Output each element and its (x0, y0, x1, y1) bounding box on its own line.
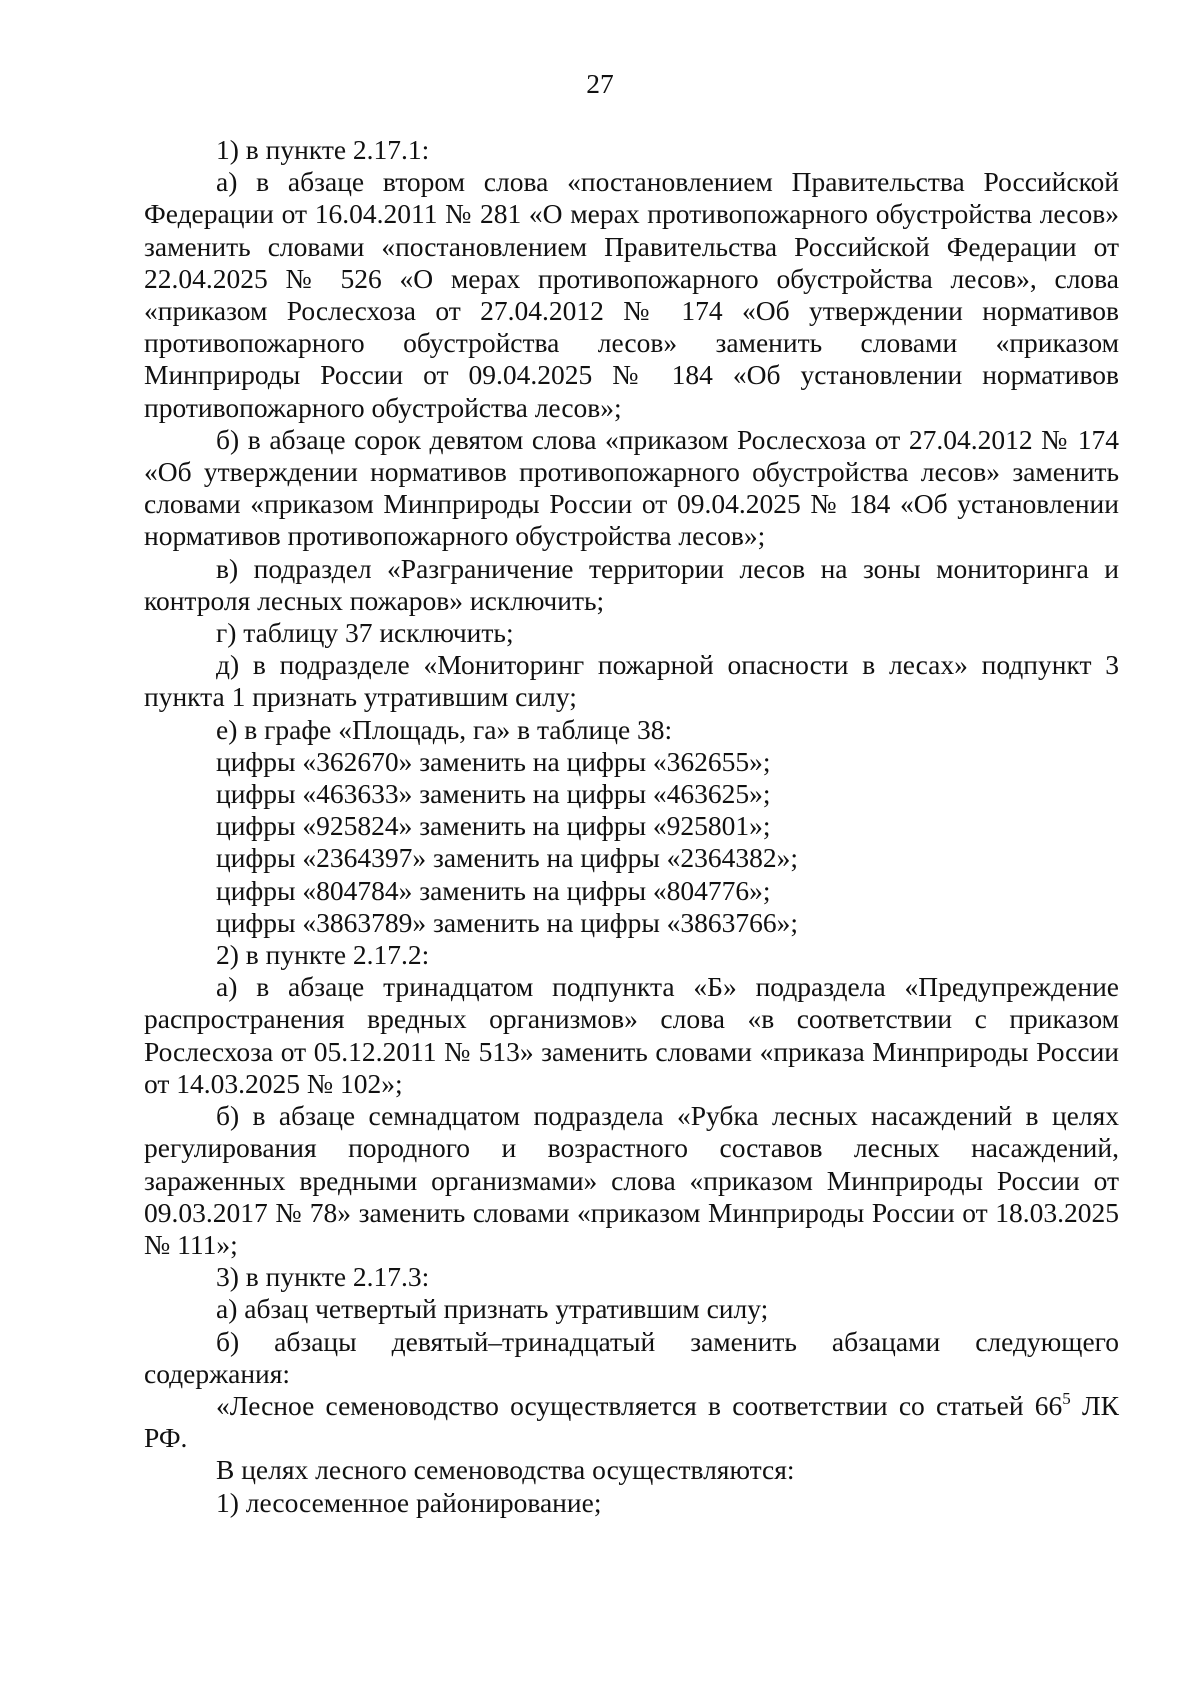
quoted-paragraph-seed (144, 1390, 1119, 1454)
paragraph-item-2b: б) в абзаце семнадцатом подраздела «Рубка лесных насаждений в целях регулирования породного и возрастного составов лесных насаждений, зараженных вредными организмами» слова «приказом Минприроды России от 09.03.2017 № 78» заменить словами «приказом Минприроды России от 18.03.2025 № 111»; (144, 1100, 1119, 1260)
paragraph-item-1v: в) подраздел «Разграничение территории лесов на зоны мониторинга и контроля лесных пожаров» исключить; (144, 552, 1119, 616)
paragraph-item-2: 2) в пункте 2.17.2: (216, 939, 430, 971)
paragraph-item-3b: б) абзацы девятый–тринадцатый заменить абзацами следующего содержания: (144, 1325, 1119, 1389)
document-body (144, 134, 1119, 1519)
paragraph-item-1g: г) таблицу 37 исключить; (216, 617, 514, 649)
quoted-list-item-1: 1) лесосеменное районирование; (216, 1486, 602, 1518)
paragraph-item-3: 3) в пункте 2.17.3: (216, 1261, 430, 1293)
paragraph-item-1e: е) в графе «Площадь, га» в таблице 38: (216, 713, 673, 745)
figure-replacement-line: цифры «3863789» заменить на цифры «3863766»; (216, 906, 799, 938)
paragraph-item-1a: а) в абзаце втором слова «постановлением Правительства Российской Федерации от 16.04.2011 № 281 «О мерах противопожарного обустройства лесов» заменить словами «постановлением Правительства Российской Федерации от 22.04.2025 № 526 «О мерах противопожарного обустройства лесов», слова «приказом Рослесхоза от 27.04.2012 № 174 «Об утверждении нормативов противопожарного обустройства лесов» заменить словами «приказом Минприроды России от 09.04.2025 № 184 «Об установлении нормативов противопожарного обустройства лесов»; (144, 166, 1119, 423)
figure-replacement-line: цифры «925824» заменить на цифры «925801»; (216, 810, 771, 842)
paragraph-item-2a: а) в абзаце тринадцатом подпункта «Б» подраздела «Предупреждение распространения вредных организмов» слова «в соответствии с приказом Рослесхоза от 05.12.2011 № 513» заменить словами «приказа Минприроды России от 14.03.2025 № 102»; (144, 971, 1119, 1099)
paragraph-item-3a: а) абзац четвертый признать утратившим силу; (216, 1293, 769, 1325)
figure-replacement-line: цифры «2364397» заменить на цифры «2364382»; (216, 842, 799, 874)
figure-replacement-line: цифры «362670» заменить на цифры «362655»; (216, 745, 771, 777)
quoted-text-start: «Лесное семеноводство осуществляется в соответствии со статьей 66 (216, 1389, 1063, 1421)
article-superscript: 5 (1062, 1388, 1071, 1408)
paragraph-item-1: 1) в пункте 2.17.1: (216, 134, 430, 165)
quoted-paragraph-goals: В целях лесного семеноводства осуществляются: (216, 1454, 795, 1486)
quoted-text-end: ЛК РФ. (144, 1389, 1119, 1454)
paragraph-item-1d: д) в подразделе «Мониторинг пожарной опасности в лесах» подпункт 3 пункта 1 признать утратившим силу; (144, 649, 1119, 713)
paragraph-item-1b: б) в абзаце сорок девятом слова «приказом Рослесхоза от 27.04.2012 № 174 «Об утверждении нормативов противопожарного обустройства лесов» заменить словами «приказом Минприроды России от 09.04.2025 № 184 «Об установлении нормативов противопожарного обустройства лесов»; (144, 423, 1119, 552)
figure-replacement-line: цифры «463633» заменить на цифры «463625»; (216, 778, 771, 810)
figure-replacement-line: цифры «804784» заменить на цифры «804776»; (216, 874, 771, 906)
page-number: 27 (586, 68, 614, 99)
